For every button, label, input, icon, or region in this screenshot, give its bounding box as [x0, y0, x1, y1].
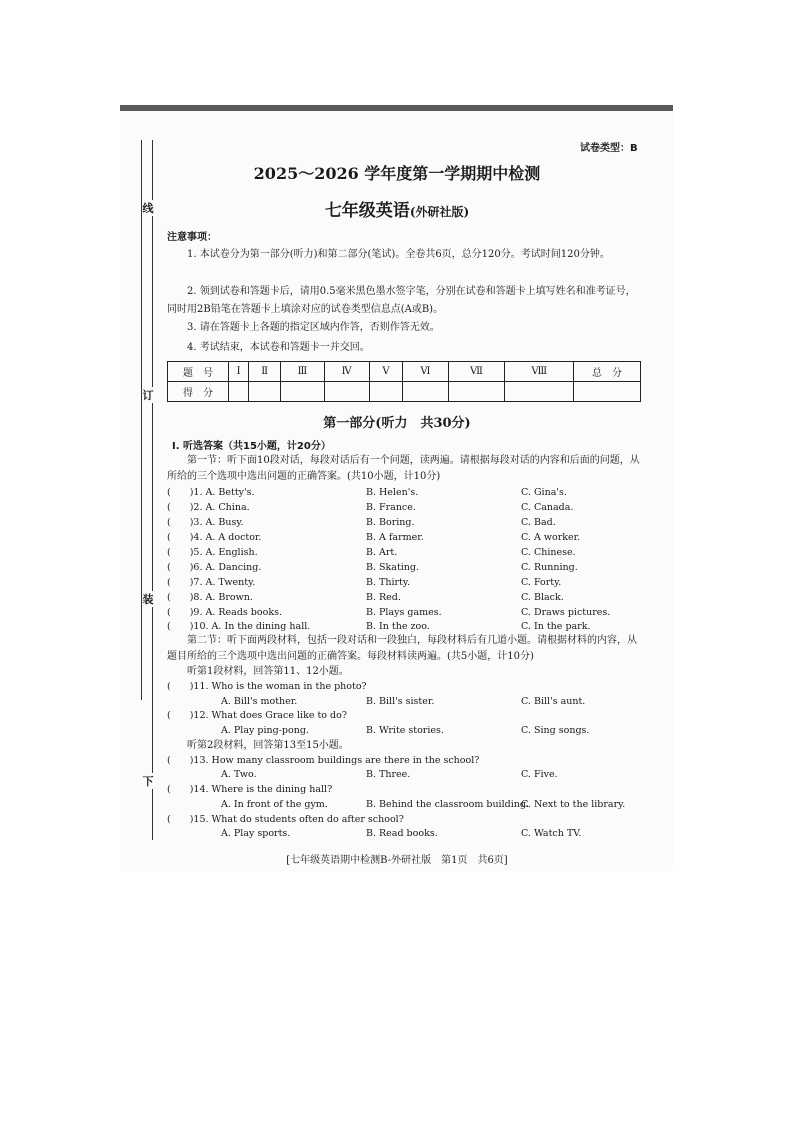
- score-col-8: Ⅷ: [505, 362, 574, 382]
- question-stem: ( )1. A. Betty's.: [167, 487, 255, 498]
- option-b: B. Art.: [366, 547, 398, 558]
- option-b: B. Boring.: [366, 517, 415, 528]
- exam-title: 2025～2026 学年度第一学期期中检测: [253, 164, 541, 183]
- score-table-header-row: [168, 362, 641, 382]
- option-b: B. Thirty.: [366, 577, 410, 588]
- option-row: [167, 694, 647, 709]
- question-row: [167, 545, 647, 560]
- score-table: [167, 361, 641, 402]
- score-cell: [448, 382, 505, 402]
- section2-instructions: 第二节：听下面两段材料，包括一段对话和一段独白，每段材料后有几道小题。请根据材料的内容，从题目所给的三个选项中选出问题的正确答案。每段材料读两遍。(共5小题，计10分): [167, 635, 637, 662]
- paper-type: 试卷类型：B: [580, 143, 638, 154]
- option-b: B. A farmer.: [366, 532, 424, 543]
- binding-label-ding: 订: [142, 389, 154, 402]
- question-row: [167, 679, 647, 694]
- note-item-4: 4. 考试结束，本试卷和答题卡一并交回。: [187, 342, 370, 353]
- score-col-3: Ⅲ: [281, 362, 325, 382]
- option-b: B. Skating.: [366, 562, 420, 573]
- question-row: [167, 530, 647, 545]
- question-row: [167, 782, 647, 797]
- question-stem: ( )9. A. Reads books.: [167, 607, 282, 618]
- question-stem: ( )8. A. Brown.: [167, 592, 253, 603]
- option-b: B. In the zoo.: [366, 621, 430, 632]
- question-stem: ( )15. What do students often do after school?: [167, 814, 404, 825]
- option-b: B. Helen's.: [366, 487, 419, 498]
- question-stem: ( )14. Where is the dining hall?: [167, 784, 333, 795]
- question-stem: ( )5. A. English.: [167, 547, 258, 558]
- option-c: C. Bad.: [521, 517, 556, 528]
- score-table-label: 题 号: [168, 362, 229, 382]
- question-row: [167, 560, 647, 575]
- binding-label-xia: 下: [142, 775, 154, 788]
- question-stem: ( )10. A. In the dining hall.: [167, 621, 311, 632]
- question-row: [167, 605, 647, 620]
- question-row: [167, 485, 647, 500]
- option-a: A. Bill's mother.: [221, 696, 298, 707]
- option-b: B. Plays games.: [366, 607, 442, 618]
- option-c: C. Running.: [521, 562, 578, 573]
- subject-title: 七年级英语: [324, 201, 410, 221]
- binding-label-xian: 线: [142, 202, 154, 215]
- question-row: [167, 500, 647, 515]
- option-c: C. Canada.: [521, 502, 574, 513]
- binding-label-zhuang: 装: [142, 593, 154, 606]
- question-stem: ( )2. A. China.: [167, 502, 250, 513]
- option-row: [167, 723, 647, 738]
- option-c: C. Gina's.: [521, 487, 567, 498]
- option-c: C. In the park.: [521, 621, 591, 632]
- score-col-1: Ⅰ: [229, 362, 249, 382]
- score-row-label: 得 分: [168, 382, 229, 402]
- question-row: [167, 708, 647, 723]
- option-b: B. Red.: [366, 592, 401, 603]
- option-c: C. Watch TV.: [521, 828, 582, 839]
- question-row: [167, 575, 647, 590]
- option-c: C. Five.: [521, 769, 558, 780]
- score-col-6: Ⅵ: [403, 362, 448, 382]
- option-b: B. France.: [366, 502, 416, 513]
- material2-note: 听第2段材料，回答第13至15小题。: [187, 740, 349, 751]
- option-a: A. Two.: [221, 769, 257, 780]
- option-a: A. In front of the gym.: [221, 799, 328, 810]
- part1-title: 第一部分(听力 共30分): [323, 416, 471, 431]
- score-cell: [369, 382, 403, 402]
- option-b: B. Write stories.: [366, 725, 444, 736]
- option-c: C. Draws pictures.: [521, 607, 611, 618]
- option-c: C. Sing songs.: [521, 725, 590, 736]
- question-stem: ( )6. A. Dancing.: [167, 562, 262, 573]
- page-footer: [七年级英语期中检测B-外研社版 第1页 共6页]: [286, 855, 508, 866]
- question-stem: ( )3. A. Busy.: [167, 517, 244, 528]
- question-row: [167, 753, 647, 768]
- option-a: A. Play ping-pong.: [221, 725, 309, 736]
- note-item-3: 3. 请在答题卡上各题的指定区域内作答，否则作答无效。: [187, 322, 440, 333]
- question-row: [167, 619, 647, 634]
- note-item-1: 1. 本试卷分为第一部分(听力)和第二部分(笔试)。全卷共6页，总分120分。考试时间120分钟。: [187, 249, 610, 260]
- binding-line-outer: [152, 140, 153, 840]
- option-c: C. Bill's aunt.: [521, 696, 586, 707]
- option-c: C. Forty.: [521, 577, 562, 588]
- score-cell: [505, 382, 574, 402]
- score-col-total: 总 分: [574, 362, 641, 382]
- question-stem: ( )7. A. Twenty.: [167, 577, 256, 588]
- option-b: B. Behind the classroom building.: [366, 799, 529, 810]
- question-stem: ( )12. What does Grace like to do?: [167, 710, 347, 721]
- score-cell: [403, 382, 448, 402]
- edition-note: (外研社版): [409, 205, 470, 219]
- option-row: [167, 826, 647, 841]
- exam-subtitle: [0, 201, 794, 222]
- question-stem: ( )13. How many classroom buildings are there in the school?: [167, 755, 480, 766]
- option-c: C. Chinese.: [521, 547, 576, 558]
- score-cell: [574, 382, 641, 402]
- score-col-7: Ⅶ: [448, 362, 505, 382]
- score-cell: [281, 382, 325, 402]
- option-c: C. Black.: [521, 592, 564, 603]
- option-b: B. Three.: [366, 769, 411, 780]
- option-row: [167, 797, 647, 812]
- option-c: C. A worker.: [521, 532, 581, 543]
- question-stem: ( )11. Who is the woman in the photo?: [167, 681, 367, 692]
- score-col-4: Ⅳ: [324, 362, 369, 382]
- question-row: [167, 590, 647, 605]
- notes-heading: 注意事项：: [167, 232, 217, 243]
- question-row: [167, 812, 647, 827]
- question-row: [167, 515, 647, 530]
- score-col-5: Ⅴ: [369, 362, 403, 382]
- section1-title: Ⅰ. 听选答案（共15小题，计20分）: [172, 441, 331, 452]
- option-c: C. Next to the library.: [521, 799, 626, 810]
- score-table-score-row: [168, 382, 641, 402]
- option-row: [167, 767, 647, 782]
- option-b: B. Read books.: [366, 828, 438, 839]
- section1-instructions: 第一节：听下面10段对话，每段对话后有一个问题，读两遍。请根据每段对话的内容和后面的问题，从所给的三个选项中选出问题的正确答案。(共10小题，计10分): [167, 455, 640, 482]
- option-b: B. Bill's sister.: [366, 696, 435, 707]
- score-col-2: Ⅱ: [249, 362, 281, 382]
- score-cell: [249, 382, 281, 402]
- question-stem: ( )4. A. A doctor.: [167, 532, 262, 543]
- option-a: A. Play sports.: [221, 828, 291, 839]
- score-cell: [324, 382, 369, 402]
- note-item-2: 2. 领到试卷和答题卡后，请用0.5毫米黑色墨水签字笔，分别在试卷和答题卡上填写姓名和准考证号，同时用2B铅笔在答题卡上填涂对应的试卷类型信息点(A或B)。: [167, 286, 636, 315]
- material1-note: 听第1段材料，回答第11、12小题。: [187, 666, 349, 677]
- score-cell: [229, 382, 249, 402]
